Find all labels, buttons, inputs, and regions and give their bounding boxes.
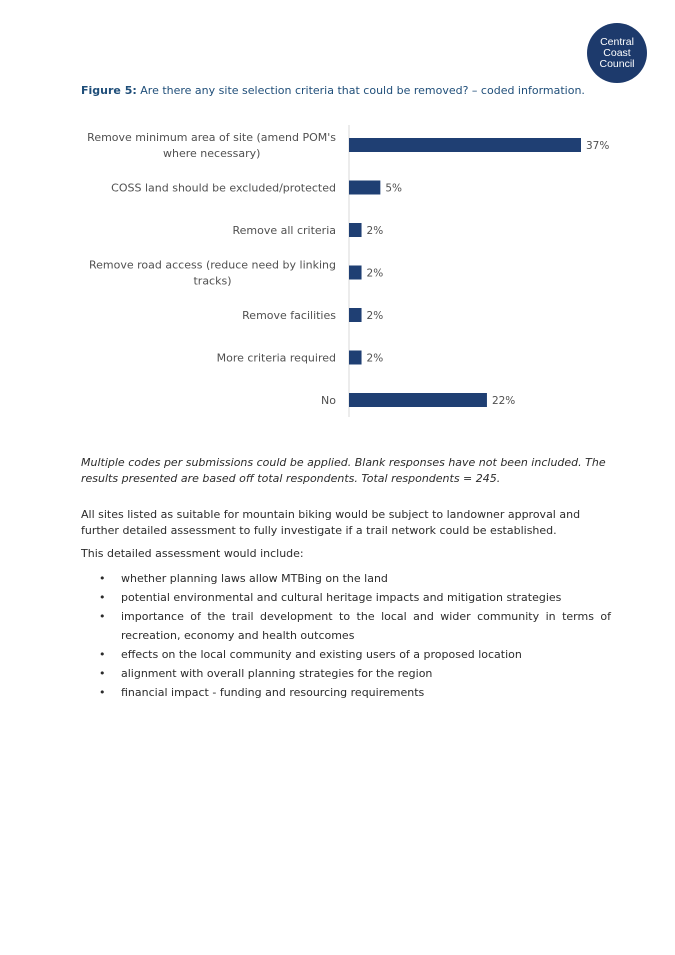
bar bbox=[349, 181, 380, 195]
assessment-intro: This detailed assessment would include: bbox=[81, 547, 304, 560]
assessment-paragraph: All sites listed as suitable for mountain biking would be subject to landowner approval and further detailed assessment to fully investigate if a trail network could be established. bbox=[81, 508, 581, 537]
data-label: 2% bbox=[366, 267, 384, 280]
tick-label: Remove facilities bbox=[242, 309, 336, 322]
tick-label: More criteria required bbox=[216, 351, 336, 365]
assessment-list bbox=[81, 569, 611, 702]
bar bbox=[349, 223, 362, 237]
data-label: 37% bbox=[586, 140, 610, 152]
logo-line-1: Central bbox=[600, 35, 634, 48]
bar bbox=[349, 308, 362, 322]
council-logo bbox=[587, 23, 647, 83]
tick-label: Remove minimum area of site (amend POM's bbox=[87, 131, 336, 144]
data-label: 22% bbox=[491, 395, 516, 407]
list-item: • potential environmental and cultural heritage impacts and mitigation strategies bbox=[81, 588, 611, 607]
bar bbox=[349, 393, 487, 407]
tick-label: COSS land should be excluded/protected bbox=[111, 181, 336, 195]
tick-label: Remove all criteria bbox=[232, 224, 336, 237]
bar bbox=[349, 138, 581, 152]
data-label: 2% bbox=[366, 225, 384, 237]
figure-title bbox=[81, 84, 641, 97]
bar-chart bbox=[0, 120, 675, 420]
list-item: • alignment with overall planning strategies for the region bbox=[81, 664, 611, 683]
chart-note: Multiple codes per submissions could be applied. Blank responses have not been included. The results presented are based off total respondents. Total respondents = 245. bbox=[81, 456, 606, 485]
tick-label: tracks) bbox=[193, 274, 232, 288]
list-item: • effects on the local community and existing users of a proposed location bbox=[81, 645, 611, 664]
logo-line-3: Council bbox=[599, 57, 635, 70]
bar bbox=[349, 351, 362, 365]
tick-label: where necessary) bbox=[163, 147, 261, 160]
list-item: • whether planning laws allow MTBing on the land bbox=[81, 569, 611, 588]
list-item: • importance of the trail development to the local and wider community in terms of recreation, economy and health outcomes bbox=[81, 607, 611, 645]
data-label: 2% bbox=[366, 310, 384, 322]
tick-label: No bbox=[321, 394, 336, 407]
data-label: 2% bbox=[366, 352, 384, 365]
bar bbox=[349, 266, 362, 280]
figure-title-text: Are there any site selection criteria that could be removed? – coded information. bbox=[140, 84, 585, 97]
data-label: 5% bbox=[385, 182, 403, 195]
figure-label: Figure 5: bbox=[81, 84, 137, 97]
list-item: • financial impact - funding and resourcing requirements bbox=[81, 683, 611, 702]
logo-line-2: Coast bbox=[603, 46, 631, 59]
tick-label: Remove road access (reduce need by linking bbox=[89, 258, 336, 272]
